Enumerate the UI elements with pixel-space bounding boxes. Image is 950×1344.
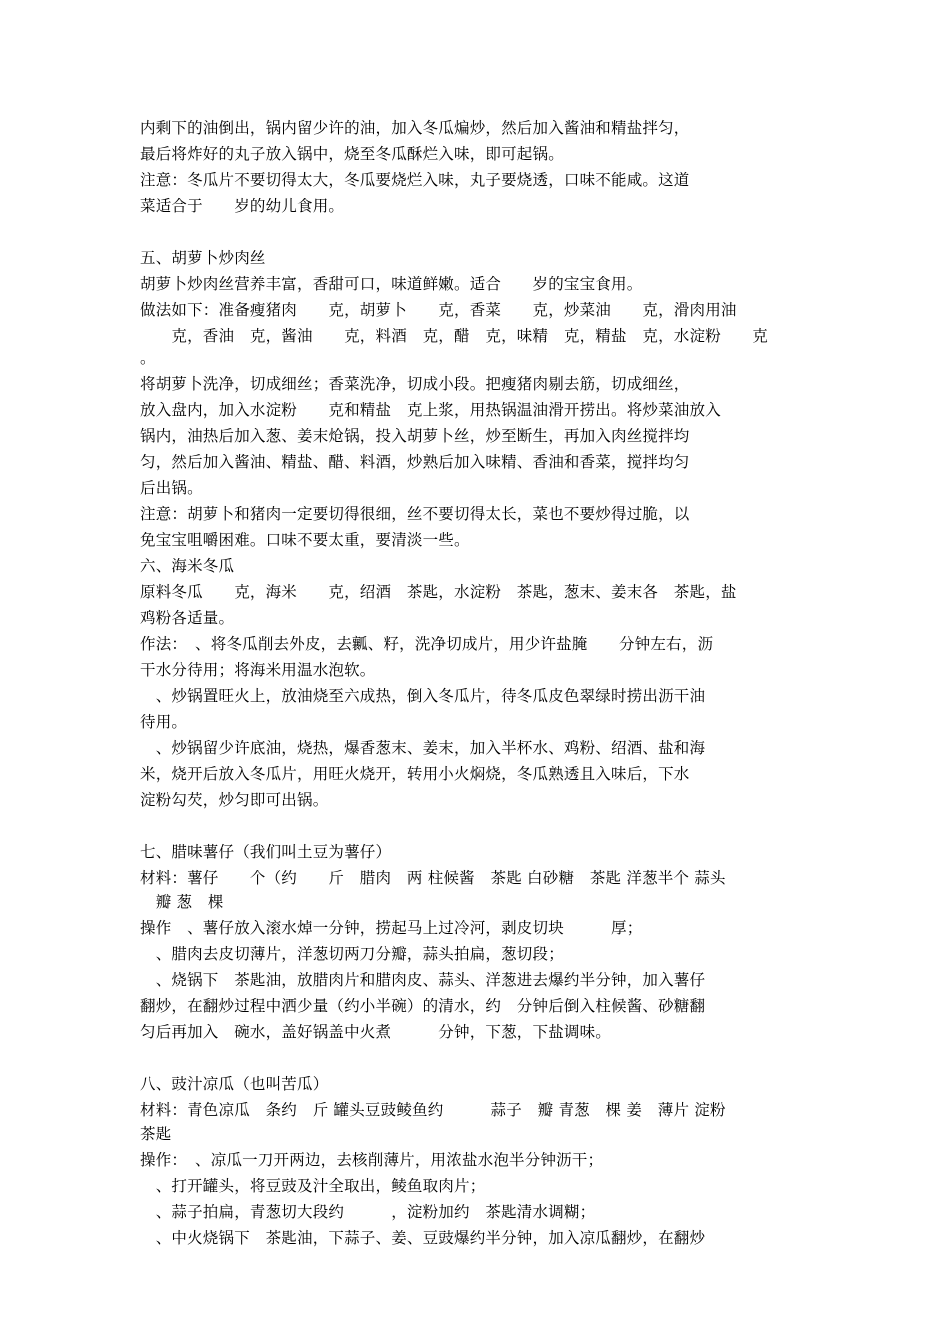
body-text-line: 、炒锅留少许底油，烧热，爆香葱末、姜末，加入半杯水、鸡粉、绍酒、盐和海 xyxy=(140,739,706,757)
body-text-line: 、打开罐头，将豆豉及汁全取出，鲮鱼取肉片； xyxy=(140,1177,486,1195)
body-text-line: 。 xyxy=(140,349,156,367)
body-text-line: 放入盘内，加入水淀粉 克和精盐 克上浆，用热锅温油滑开捞出。将炒菜油放入 xyxy=(140,401,721,419)
body-text-line: 内剩下的油倒出，锅内留少许的油，加入冬瓜煸炒，然后加入酱油和精盐拌匀， xyxy=(140,119,690,137)
body-text-line: 匀，然后加入酱油、精盐、醋、料酒，炒熟后加入味精、香油和香菜，搅拌均匀 xyxy=(140,453,690,471)
body-text-line: 材料：薯仔 个（约 斤 腊肉 两 柱候酱 茶匙 白砂糖 茶匙 洋葱半个 蒜头 xyxy=(140,869,726,887)
body-text-line: 将胡萝卜洗净，切成细丝；香菜洗净，切成小段。把瘦猪肉剔去筋，切成细丝， xyxy=(140,375,690,393)
body-text-line: 最后将炸好的丸子放入锅中，烧至冬瓜酥烂入味，即可起锅。 xyxy=(140,145,564,163)
body-text-line: 注意：胡萝卜和猪肉一定要切得很细，丝不要切得太长，菜也不要炒得过脆，以 xyxy=(140,505,690,523)
body-text-line: 原料冬瓜 克，海米 克，绍酒 茶匙，水淀粉 茶匙，葱末、姜末各 茶匙，盐 xyxy=(140,583,737,601)
body-text-line: 翻炒，在翻炒过程中洒少量（约小半碗）的清水，约 分钟后倒入柱候酱、砂糖翻 xyxy=(140,997,706,1015)
body-text-line: 干水分待用；将海米用温水泡软。 xyxy=(140,661,376,679)
body-text-line: 克，香油 克，酱油 克，料酒 克，醋 克，味精 克，精盐 克，水淀粉 克 xyxy=(140,327,769,345)
body-text-line: 、烧锅下 茶匙油，放腊肉片和腊肉皮、蒜头、洋葱进去爆约半分钟，加入薯仔 xyxy=(140,971,706,989)
body-text-line: 锅内，油热后加入葱、姜末炝锅，投入胡萝卜丝，炒至断生，再加入肉丝搅拌均 xyxy=(140,427,690,445)
body-text-line: 胡萝卜炒肉丝营养丰富，香甜可口，味道鲜嫩。适合 岁的宝宝食用。 xyxy=(140,275,643,293)
body-text-line: 免宝宝咀嚼困难。口味不要太重，要清淡一些。 xyxy=(140,531,470,549)
body-text-line: 、炒锅置旺火上，放油烧至六成热，倒入冬瓜片，待冬瓜皮色翠绿时捞出沥干油 xyxy=(140,687,706,705)
section-heading: 八、豉汁凉瓜（也叫苦瓜） xyxy=(140,1075,329,1093)
section-heading: 六、海米冬瓜 xyxy=(140,557,235,575)
section-heading: 七、腊味薯仔（我们叫土豆为薯仔） xyxy=(140,843,392,861)
body-text-line: 匀后再加入 碗水，盖好锅盖中火煮 分钟，下葱，下盐调味。 xyxy=(140,1023,612,1041)
body-text-line: 材料：青色凉瓜 条约 斤 罐头豆豉鲮鱼约 蒜子 瓣 青葱 棵 姜 薄片 淀粉 xyxy=(140,1101,726,1119)
body-text-line: 、蒜子拍扁，青葱切大段约 ，淀粉加约 茶匙清水调糊； xyxy=(140,1203,596,1221)
body-text-line: 操作： 、凉瓜一刀开两边，去核削薄片，用浓盐水泡半分钟沥干； xyxy=(140,1151,604,1169)
body-text-line: 茶匙 xyxy=(140,1125,172,1143)
body-text-line: 、腊肉去皮切薄片，洋葱切两刀分瓣，蒜头拍扁，葱切段； xyxy=(140,945,564,963)
body-text-line: 菜适合于 岁的幼儿食用。 xyxy=(140,197,345,215)
body-text-line: 做法如下：准备瘦猪肉 克，胡萝卜 克，香菜 克，炒菜油 克，滑肉用油 xyxy=(140,301,737,319)
body-text-line: 瓣 葱 棵 xyxy=(140,893,224,911)
body-text-line: 后出锅。 xyxy=(140,479,203,497)
body-text-line: 作法： 、将冬瓜削去外皮，去瓤、籽，洗净切成片，用少许盐腌 分钟左右，沥 xyxy=(140,635,714,653)
body-text-line: 鸡粉各适量。 xyxy=(140,609,235,627)
body-text-line: 、中火烧锅下 茶匙油，下蒜子、姜、豆豉爆约半分钟，加入凉瓜翻炒，在翻炒 xyxy=(140,1229,706,1247)
body-text-line: 淀粉勾芡，炒匀即可出锅。 xyxy=(140,791,329,809)
body-text-line: 待用。 xyxy=(140,713,188,731)
body-text-line: 操作 、薯仔放入滚水焯一分钟，捞起马上过冷河，剥皮切块 厚； xyxy=(140,919,643,937)
section-heading: 五、胡萝卜炒肉丝 xyxy=(140,249,266,267)
body-text-line: 米，烧开后放入冬瓜片，用旺火烧开，转用小火焖烧，冬瓜熟透且入味后，下水 xyxy=(140,765,690,783)
body-text-line: 注意：冬瓜片不要切得太大，冬瓜要烧烂入味，丸子要烧透，口味不能咸。这道 xyxy=(140,171,690,189)
